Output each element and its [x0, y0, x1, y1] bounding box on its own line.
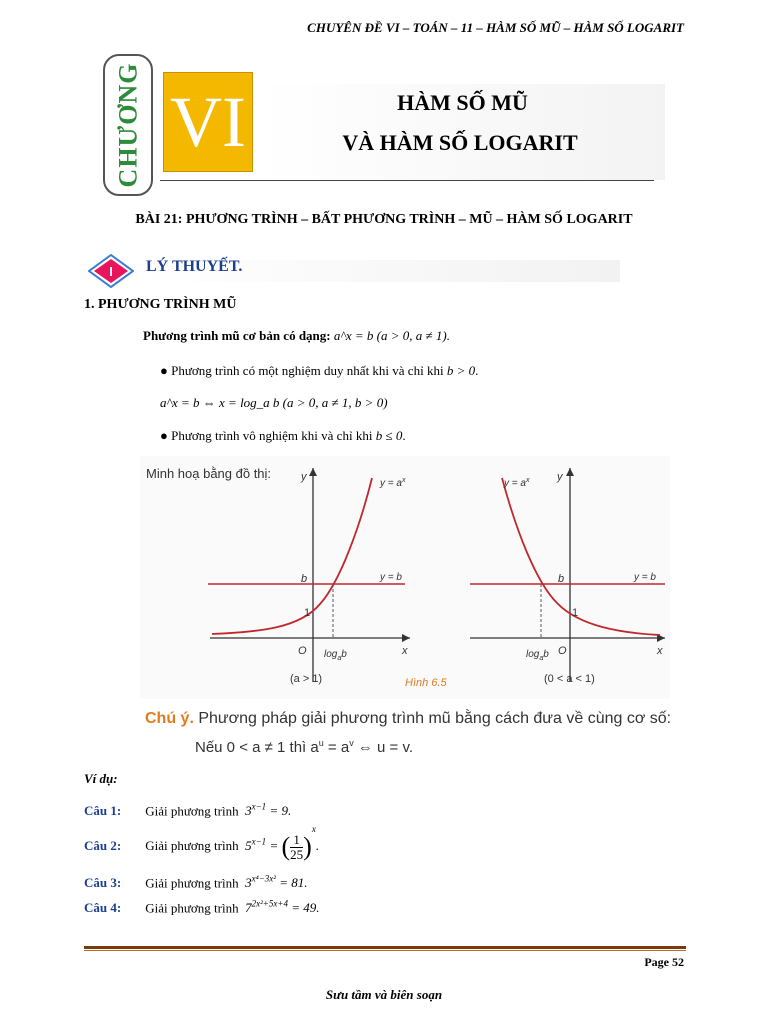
bullet2-text: ● Phương trình vô nghiệm khi và chỉ khi: [160, 428, 373, 443]
note-keyword: Chú ý.: [145, 710, 194, 727]
bullet1-text: ● Phương trình có một nghiệm duy nhất khi và chỉ khi: [160, 363, 444, 378]
question-label: Câu 2:: [84, 838, 122, 853]
left-curve-label: $y = a^x$: [380, 477, 406, 489]
graph-right: [470, 468, 665, 685]
bullet-unique-solution: [160, 363, 478, 379]
exponential-graphs: [140, 456, 670, 699]
section-diamond-icon: [88, 254, 134, 288]
left-origin: O: [298, 645, 307, 657]
right-log-label: $\log_ab$: [526, 649, 549, 662]
left-b-label: b: [301, 573, 308, 585]
chapter-title-line2: VÀ HÀM SỐ LOGARIT: [342, 130, 578, 155]
footer-credit: Sưu tầm và biên soạn: [325, 987, 443, 1002]
question-label: Câu 1:: [84, 803, 122, 819]
question-label: Câu 4:: [84, 900, 122, 916]
question-label: Câu 3:: [84, 875, 122, 891]
left-y-arrow-icon: [309, 468, 317, 476]
note-line2: Nếu 0 < a ≠ 1 thì $a^u = a^v$ ⇔ u = v.: [195, 738, 414, 756]
left-curve: [212, 478, 372, 634]
graph-left: [208, 468, 410, 685]
left-x-arrow-icon: [402, 634, 410, 642]
right-origin: O: [558, 645, 567, 657]
question-1: Câu 1: Giải phương trình $3^{x-1} = 9$.: [84, 802, 292, 819]
chapter-label: [100, 54, 156, 196]
bullet-no-solution: [160, 428, 406, 444]
figure-caption: Minh hoạ bằng đồ thị:: [146, 466, 272, 481]
right-b-label: b: [558, 573, 565, 585]
chapter-number-box: [163, 72, 253, 172]
bullet1-end: .: [475, 363, 479, 378]
bullet1-condition: b > 0: [446, 363, 476, 378]
chapter-title-line1: HÀM SỐ MŨ: [397, 90, 528, 115]
lesson-title: BÀI 21: PHƯƠNG TRÌNH – BẤT PHƯƠNG TRÌNH – MŨ – HÀM SỐ LOGARIT: [135, 212, 633, 227]
bullet2-condition: b ≤ 0: [375, 428, 403, 443]
section-title: LÝ THUYẾT.: [146, 258, 243, 275]
right-condition: (0 < a < 1): [544, 673, 595, 685]
basic-form-label: Phương trình mũ cơ bản có dạng:: [143, 328, 331, 343]
figure-number: Hình 6.5: [405, 677, 447, 689]
equivalence-formula: a^x = b ⇔ x = log_a b (a > 0, a ≠ 1, b > 0): [160, 395, 388, 410]
section-numeral: I: [109, 264, 113, 279]
right-line-label: y = b: [634, 572, 656, 583]
example-label: Ví dụ:: [84, 771, 118, 786]
right-one-label: 1: [572, 607, 579, 619]
question-3: Câu 3: Giải phương trình $3^{x^4-3x^2} = 81$.: [84, 874, 308, 891]
footer-divider-thin: [84, 950, 686, 951]
title-divider: [160, 180, 654, 181]
chapter-number: VI: [170, 81, 246, 162]
note-text: Phương pháp giải phương trình mũ bằng cách đưa về cùng cơ số:: [198, 710, 672, 727]
footer-divider: [84, 946, 686, 949]
left-log-label: $\log_ab$: [324, 649, 347, 662]
left-condition: (a > 1): [290, 673, 323, 685]
page-header: CHUYÊN ĐỀ VI – TOÁN – 11 – HÀM SỐ MŨ – HÀM SỐ LOGARIT: [307, 20, 684, 35]
subsection-title: 1. PHƯƠNG TRÌNH MŨ: [84, 297, 237, 312]
left-one-label: 1: [304, 607, 311, 619]
question-4: Câu 4: Giải phương trình $7^{2x^2+5x+4} = 49$.: [84, 899, 320, 916]
left-x-label: x: [402, 645, 408, 657]
question-2: Câu 2: Giải phương trình $5^{x-1}$ = ( $\frac{1}{25}$ )$^x$.: [84, 824, 320, 862]
left-y-label: y: [301, 471, 307, 483]
bullet2-end: .: [402, 428, 406, 443]
basic-form: [143, 328, 450, 344]
right-x-label: x: [657, 645, 663, 657]
right-curve: [502, 478, 660, 635]
page-number: Page 52: [644, 955, 684, 969]
left-line-label: y = b: [380, 572, 402, 583]
basic-form-equation: a^x = b (a > 0, a ≠ 1).: [333, 328, 450, 343]
chapter-word: CHƯƠNG: [113, 62, 143, 188]
right-curve-label: $y = a^x$: [504, 477, 530, 489]
right-y-label: y: [557, 471, 563, 483]
note-line1: [145, 710, 671, 728]
right-y-arrow-icon: [566, 468, 574, 476]
